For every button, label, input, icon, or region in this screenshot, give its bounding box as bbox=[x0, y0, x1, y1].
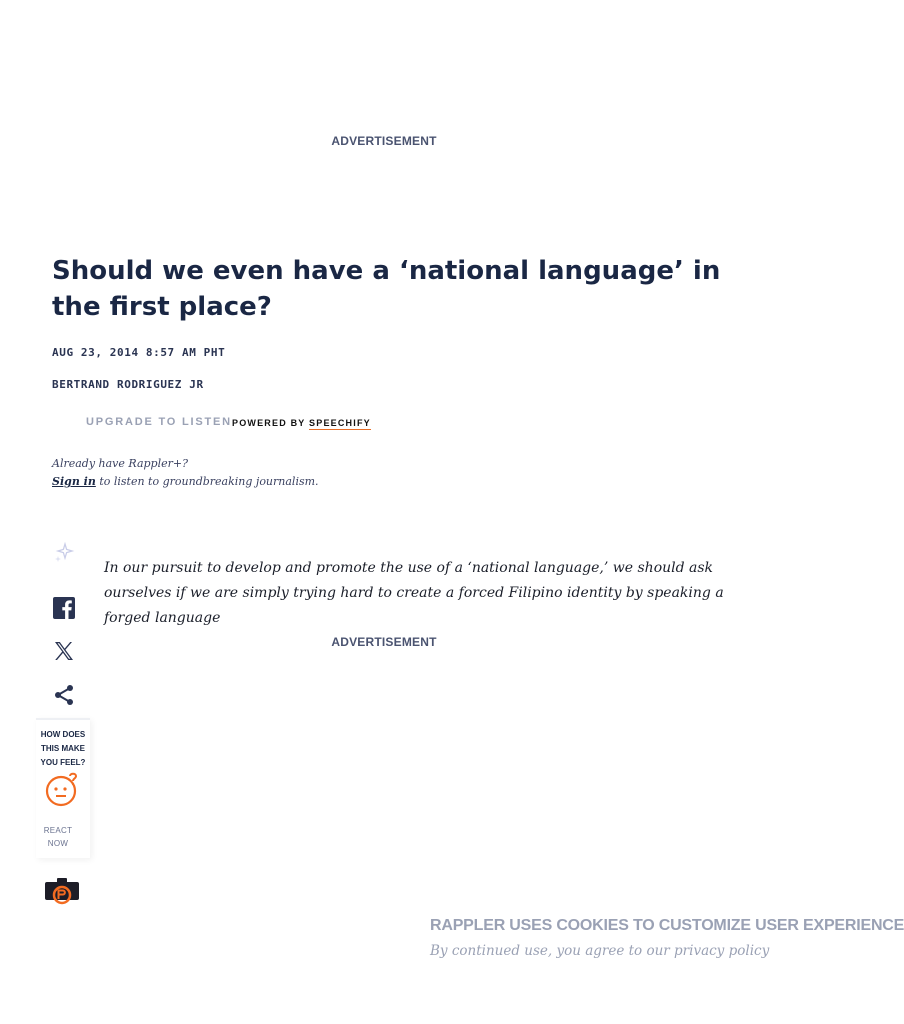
reaction-prompt-line1: HOW DOES bbox=[40, 730, 86, 739]
speechify-link[interactable]: SPEECHIFY bbox=[309, 418, 371, 428]
reaction-prompt-line3: YOU FEEL? bbox=[40, 758, 86, 767]
advertisement-label-top: ADVERTISEMENT bbox=[331, 134, 437, 148]
react-now-line2: NOW bbox=[47, 839, 69, 848]
react-now-line1: REACT bbox=[43, 826, 73, 835]
rappler-plus-question: Already have Rappler+? bbox=[52, 457, 188, 470]
cookie-banner-text: By continued use, you agree to our privacy policy bbox=[430, 943, 770, 959]
cookie-banner bbox=[430, 917, 904, 977]
advertisement-label-mid: ADVERTISEMENT bbox=[331, 635, 437, 649]
upgrade-to-listen-button[interactable]: UPGRADE TO LISTEN bbox=[86, 416, 232, 428]
reaction-widget[interactable] bbox=[36, 718, 90, 858]
signin-rest-text: to listen to groundbreaking journalism. bbox=[95, 475, 319, 488]
sparkle-icon[interactable] bbox=[52, 540, 76, 564]
share-icon[interactable] bbox=[52, 683, 76, 707]
listen-row bbox=[52, 416, 452, 432]
facebook-icon[interactable] bbox=[52, 596, 76, 620]
powered-by-prefix: POWERED BY bbox=[232, 418, 310, 428]
article-date: AUG 23, 2014 8:57 AM PHT bbox=[52, 346, 226, 359]
react-now-button[interactable] bbox=[36, 824, 80, 850]
article-deck: In our pursuit to develop and promote the use of a ‘national language,’ we should ask ourselves if we are simply trying hard to create a forced Filipino identity by speaking a forged language bbox=[104, 560, 724, 626]
rappler-logo-icon[interactable] bbox=[45, 878, 79, 900]
article-title: Should we even have a ‘national language’ in the first place? bbox=[52, 256, 721, 322]
rappler-plus-notice bbox=[52, 455, 452, 491]
reaction-prompt-line2: THIS MAKE bbox=[41, 744, 85, 753]
rappler-plus-signin-line bbox=[52, 473, 452, 491]
reaction-prompt bbox=[36, 728, 90, 770]
cookie-banner-title: RAPPLER USES COOKIES TO CUSTOMIZE USER EXPERIENCE bbox=[430, 917, 904, 934]
article-author-link[interactable]: BERTRAND RODRIGUEZ JR bbox=[52, 378, 204, 391]
confused-face-icon[interactable] bbox=[45, 772, 81, 808]
powered-by-label bbox=[232, 418, 371, 428]
sign-in-link[interactable]: Sign in bbox=[52, 475, 96, 488]
